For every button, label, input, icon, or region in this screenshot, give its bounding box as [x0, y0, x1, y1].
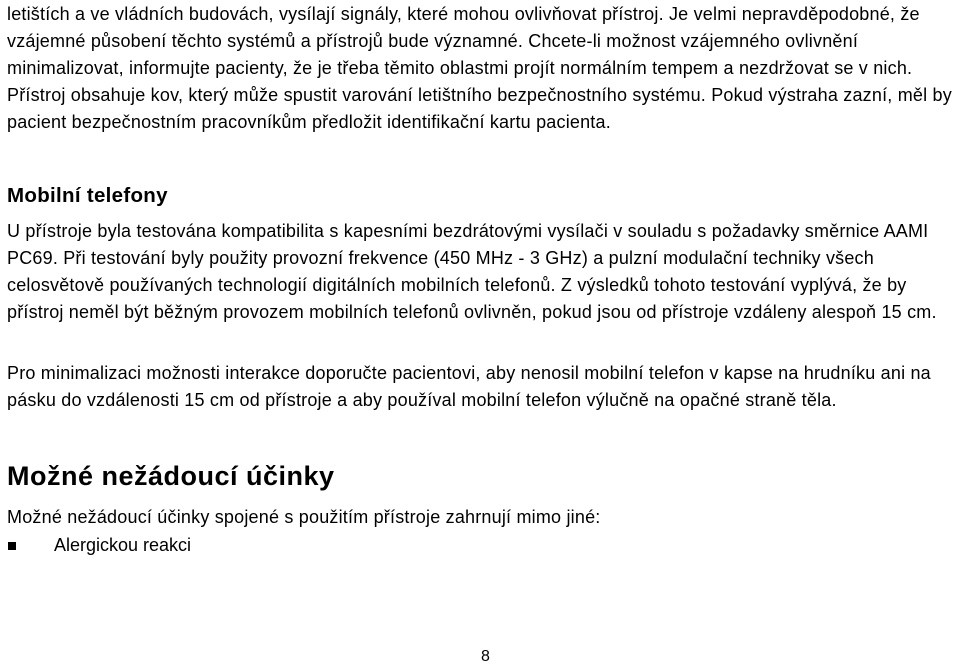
list-item	[7, 532, 191, 559]
adverse-effects-heading: Možné nežádoucí účinky	[7, 461, 335, 491]
square-bullet-icon	[8, 542, 16, 550]
mobile-phones-heading: Mobilní telefony	[7, 184, 168, 207]
page-number: 8	[481, 648, 490, 665]
mobile-phones-paragraph-1: U přístroje byla testována kompatibilita s kapesními bezdrátovými vysílači v souladu s požadavky směrnice AAMI PC69. Při testování byly použity provozní frekvence (450 MHz - 3 GHz) a pulzní modulační techniky všech celosvětově používaných technologií digitálních mobilních telefonů. Z výsledků tohoto testování vyplývá, že by přístroj neměl být běžným provozem mobilních telefonů ovlivněn, pokud jsou od přístroje vzdáleny alespoň 15 cm.	[7, 221, 937, 322]
mobile-phones-paragraph-2: Pro minimalizaci možnosti interakce doporučte pacientovi, aby nenosil mobilní telefon v kapse na hrudníku ani na pásku do vzdálenosti 15 cm od přístroje a aby používal mobilní telefon výlučně na opačné straně těla.	[7, 363, 931, 410]
list-item-label: Alergickou reakci	[54, 535, 192, 555]
adverse-effects-list	[7, 532, 191, 559]
intro-paragraph: letištích a ve vládních budovách, vysílají signály, které mohou ovlivňovat přístroj. Je velmi nepravděpodobné, že vzájemné působení těchto systémů a přístrojů bude významné. Chcete-li možnost vzájemného ovlivnění minimalizovat, informujte pacienty, že je třeba těmito oblastmi projít normálním tempem a nezdržovat se v nich. Přístroj obsahuje kov, který může spustit varování letištního bezpečnostního systému. Pokud výstraha zazní, měl by pacient bezpečnostním pracovníkům předložit identifikační kartu pacienta.	[7, 4, 952, 132]
adverse-effects-intro: Možné nežádoucí účinky spojené s použitím přístroje zahrnují mimo jiné:	[7, 507, 601, 527]
